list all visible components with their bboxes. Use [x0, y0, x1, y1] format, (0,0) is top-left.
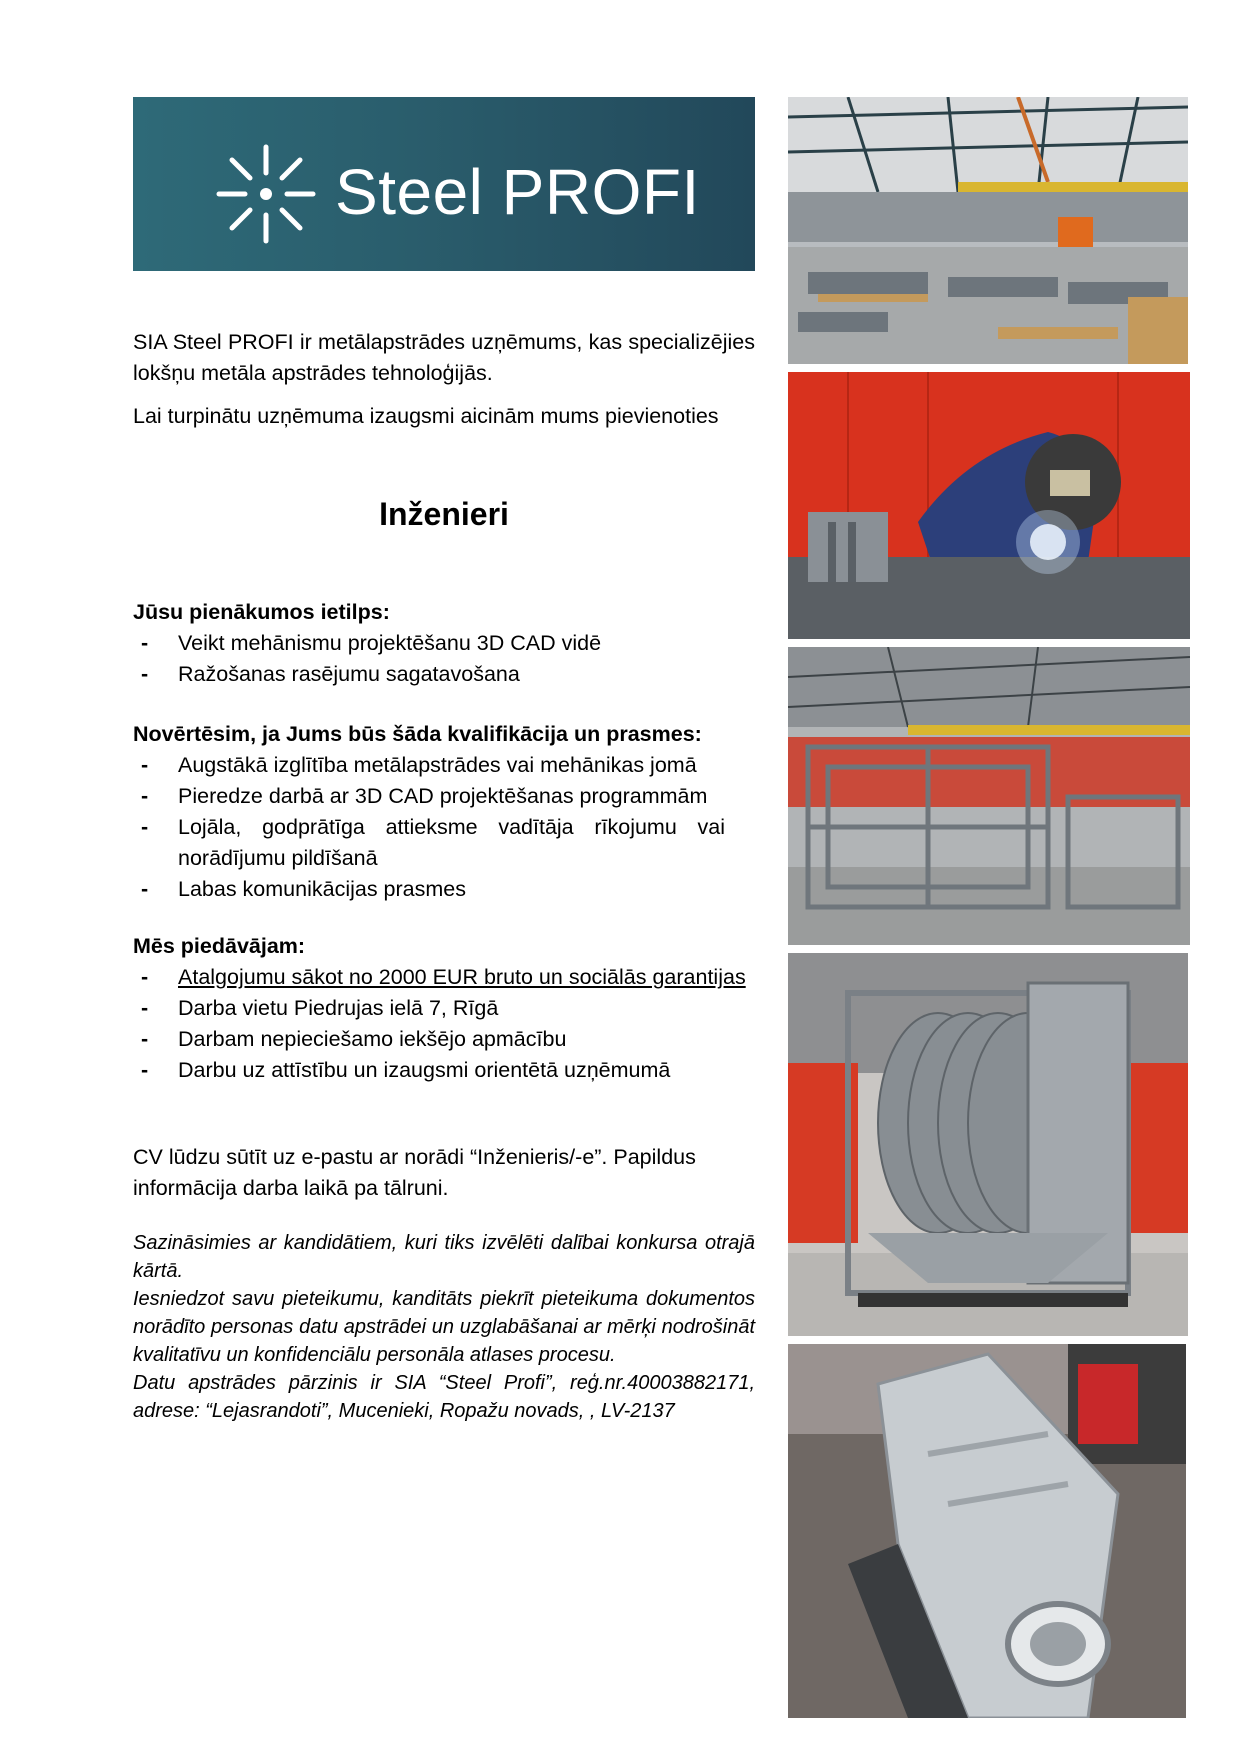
offer-section	[133, 931, 755, 1086]
bullet-icon: -	[141, 877, 149, 901]
qualifications-section	[133, 719, 755, 905]
photo-steel-drum-machine	[788, 953, 1188, 1336]
bullet-icon: -	[141, 753, 149, 777]
list-item: - Ražošanas rasējumu sagatavošana	[133, 659, 755, 690]
bullet-icon: -	[141, 662, 149, 686]
disclaimer-p1: Sazināsimies ar kandidātiem, kuri tiks izvēlēti dalībai konkursa otrajā kārtā.	[133, 1232, 755, 1282]
offer-title: Mēs piedāvājam:	[133, 934, 306, 958]
disclaimer-p2: Iesniedzot savu pieteikumu, kanditāts piekrīt pieteikuma dokumentos norādīto personas datu apstrādei un uzglabāšanai ar mērķi nodrošināt kvalitatīvu un konfidenciālu personāla atlases procesu.	[133, 1288, 755, 1366]
invite-paragraph: Lai turpinātu uzņēmuma izaugsmi aicinām mums pievienoties	[133, 404, 719, 428]
bullet-icon: -	[141, 784, 149, 808]
sunburst-logo-icon	[211, 139, 321, 249]
position-title: Inženieri	[379, 496, 509, 532]
cv-note: CV lūdzu sūtīt uz e-pastu ar norādi “Inženieris/-e”. Papildus informācija darba laikā pa tālruni.	[133, 1145, 696, 1200]
qualifications-title: Novērtēsim, ja Jums būs šāda kvalifikācija un prasmes:	[133, 722, 702, 746]
bullet-icon: -	[141, 1058, 149, 1082]
photo-steel-duct	[788, 1344, 1186, 1718]
disclaimer	[133, 1229, 755, 1425]
company-logo-banner	[133, 97, 755, 271]
disclaimer-p3: Datu apstrādes pārzinis ir SIA “Steel Profi”, reģ.nr.40003882171, adrese: “Lejasrandoti”, Mucenieki, Ropažu novads, , LV-2137	[133, 1372, 755, 1422]
bullet-icon: -	[141, 631, 149, 655]
intro-paragraph: SIA Steel PROFI ir metālapstrādes uzņēmums, kas specializējies lokšņu metāla apstrādes tehnoloģijās.	[133, 330, 755, 385]
list-item: - Pieredze darbā ar 3D CAD projektēšanas programmām	[133, 781, 725, 812]
bullet-icon: -	[141, 996, 149, 1020]
photo-welder	[788, 372, 1190, 639]
list-item: - Lojāla, godprātīga attieksme vadītāja rīkojumu vai norādījumu pildīšanā	[133, 812, 725, 874]
bullet-icon: -	[141, 815, 149, 839]
list-item: - Labas komunikācijas prasmes	[133, 874, 725, 905]
duties-section	[133, 597, 755, 690]
list-item: - Darbam nepieciešamo iekšējo apmācību	[133, 1024, 755, 1055]
bullet-icon: -	[141, 965, 149, 989]
list-item: - Veikt mehānismu projektēšanu 3D CAD vidē	[133, 628, 755, 659]
bullet-icon: -	[141, 1027, 149, 1051]
list-item: - Augstākā izglītība metālapstrādes vai mehānikas jomā	[133, 750, 725, 781]
duties-title: Jūsu pienākumos ietilps:	[133, 600, 390, 624]
list-item: - Darba vietu Piedrujas ielā 7, Rīgā	[133, 993, 755, 1024]
list-item: - Atalgojumu sākot no 2000 EUR bruto un sociālās garantijas	[133, 962, 755, 993]
photo-factory-hall	[788, 97, 1188, 364]
brand-name: Steel PROFI	[335, 156, 700, 228]
list-item: - Darbu uz attīstību un izaugsmi orientētā uzņēmumā	[133, 1055, 755, 1086]
photo-steel-frames	[788, 647, 1190, 945]
